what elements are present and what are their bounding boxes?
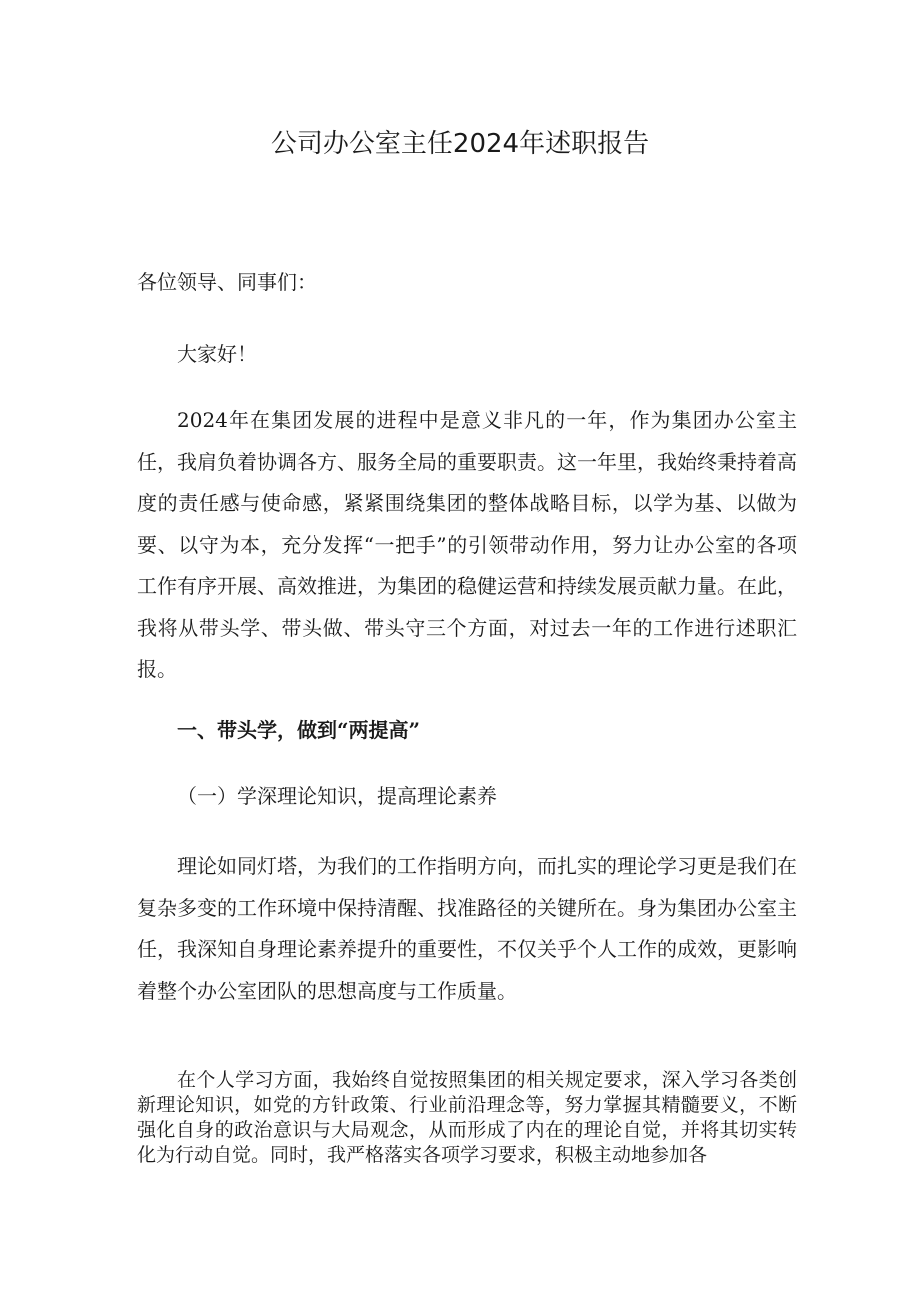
document-title: 公司办公室主任2024年述职报告: [270, 129, 650, 159]
paragraph-theory: 理论如同灯塔，为我们的工作指明方向，而扎实的理论学习更是我们在复杂多变的工作环境中保持清醒、找准路径的关键所在。身为集团办公室主任，我深知自身理论素养提升的重要性，不仅关乎个人工作的成效，更影响着整个办公室团队的思想高度与工作质量。: [137, 854, 797, 1003]
subsection-heading: （一）学深理论知识，提高理论素养: [177, 784, 497, 808]
greeting: 大家好！: [177, 342, 257, 366]
section-heading: 一、带头学，做到“两提高”: [177, 718, 421, 742]
salutation: 各位领导、同事们：: [137, 270, 317, 294]
paragraph-personal-study: 在个人学习方面，我始终自觉按照集团的相关规定要求，深入学习各类创新理论知识，如党的方针政策、行业前沿理念等，努力掌握其精髓要义，不断强化自身的政治意识与大局观念，从而形成了内在的理论自觉，并将其切实转化为行动自觉。同时，我严格落实各项学习要求，积极主动地参加各: [137, 1069, 797, 1166]
paragraph-intro: 2024年在集团发展的进程中是意义非凡的一年，作为集团办公室主任，我肩负着协调各方、服务全局的重要职责。这一年里，我始终秉持着高度的责任感与使命感，紧紧围绕集团的整体战略目标，以学为基、以做为要、以守为本，充分发挥“一把手”的引领带动作用，努力让办公室的各项工作有序开展、高效推进，为集团的稳健运营和持续发展贡献力量。在此，我将从带头学、带头做、带头守三个方面，对过去一年的工作进行述职汇报。: [137, 408, 797, 681]
